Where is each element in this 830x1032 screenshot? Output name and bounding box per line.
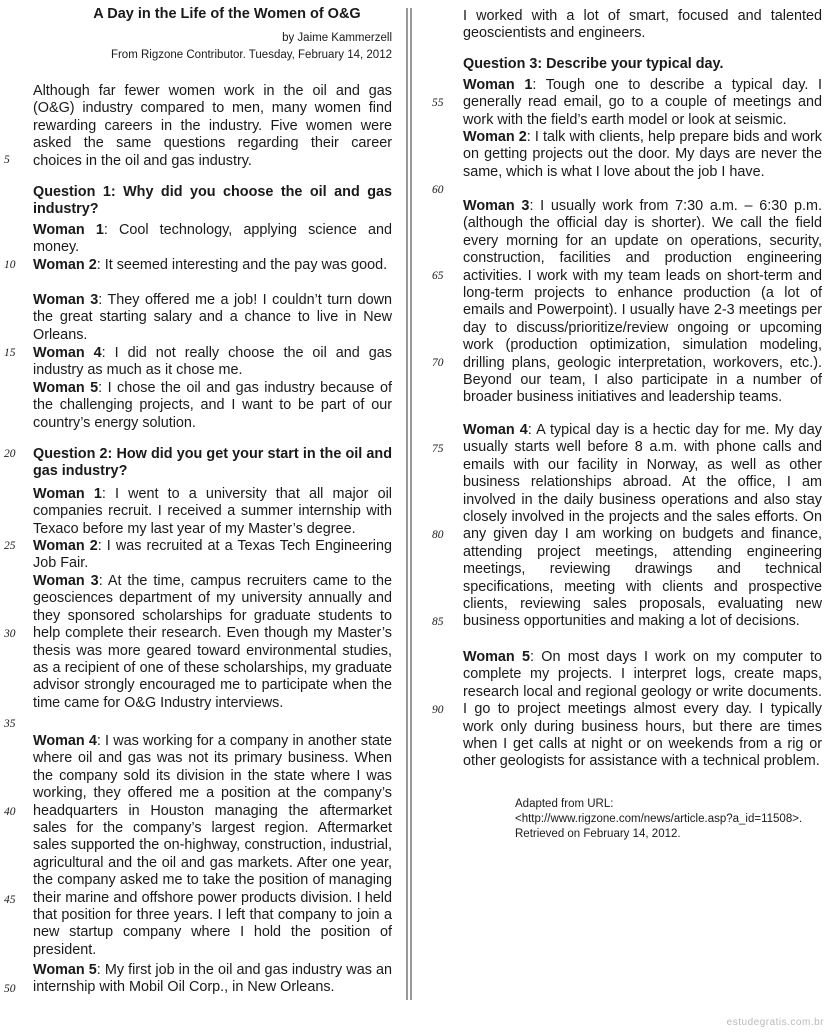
speaker-label: Woman 2 [463, 129, 527, 145]
article-title: A Day in the Life of the Women of O&G [93, 6, 361, 22]
speaker-label: Woman 1 [33, 222, 104, 238]
q1-answer-woman-3 [33, 292, 392, 344]
watermark: estudegratis.com.br [726, 1017, 824, 1028]
answer-text: : At the time, campus recruiters came to the geosciences department of my university annually and they sponsored scholarships for graduate students to help complete their research. Even though my Master’s thesis was more geared toward environmental studies, as a recipient of one of these scholarships, my graduate advisor strongly encouraged me to participate when the time came for O&G Industry interviews. [33, 573, 392, 711]
speaker-label: Woman 5 [33, 380, 99, 396]
line-number: 45 [4, 894, 16, 906]
question-2-heading: Question 2: How did you get your start in the oil and gas industry? [33, 446, 392, 480]
line-number: 10 [4, 259, 16, 271]
q3-answer-woman-1 [463, 77, 822, 129]
line-number: 70 [432, 357, 444, 369]
line-number: 20 [4, 448, 16, 460]
q2-answer-woman-3 [33, 573, 392, 712]
speaker-label: Woman 1 [33, 486, 102, 502]
line-number: 5 [4, 154, 10, 166]
answer-text: : I was recruited at a Texas Tech Engineering Job Fair. [33, 538, 392, 572]
speaker-label: Woman 5 [33, 962, 97, 978]
answer-text: : On most days I work on my computer to complete my projects. I interpret logs, create maps, research local and regional geology or write documents. I go to project meetings almost every day. I typically work only during business hours, but there are times when I get calls at night or on weekends from a rig or other geologists for assistance with a technical problem. [463, 649, 822, 770]
speaker-label: Woman 4 [463, 422, 528, 438]
answer-text: : Cool technology, applying science and money. [33, 222, 392, 256]
line-number: 75 [432, 443, 444, 455]
q3-answer-woman-5 [463, 649, 822, 771]
speaker-label: Woman 1 [463, 77, 533, 93]
speaker-label: Woman 4 [33, 733, 97, 749]
line-number: 25 [4, 540, 16, 552]
answer-text: : I did not really choose the oil and gas industry as much as it chose me. [33, 345, 392, 379]
speaker-label: Woman 4 [33, 345, 102, 361]
answer-text: : My first job in the oil and gas industry was an internship with Mobil Oil Corp., in New Orleans. [33, 962, 392, 996]
answer-text: : I usually work from 7:30 a.m. – 6:30 p.m. (although the official day is shorter). We call the field every morning for an update on operations, security, construction, facilities and production engineering activities. I work with my team leads on short-term and long-term projects to enhance production (a lot of emails and Powerpoint). I usually have 2-3 meetings per day to discuss/prioritize/review ongoing or upcoming work (production optimization, simulation modeling, drilling plans, geologic interpretation, workovers, etc.). Beyond our team, I also participate in a number of broader business initiatives and leadership teams. [463, 198, 822, 406]
answer-text: : I chose the oil and gas industry because of the challenging projects, and I want to be part of our country’s energy solution. [33, 380, 392, 431]
line-number: 60 [432, 184, 444, 196]
answer-text: : A typical day is a hectic day for me. My day usually starts well before 8 a.m. with phone calls and emails with our facility in Norway, as well as other business relationships abroad. At the office, I am involved in the daily business operations and also stay closely involved in the projects and the sales efforts. On any given day I am working on budgets and finance, attending project meetings, attending engineering meetings, reviewing drawings and technical specifications, meeting with clients and prospective clients, reviewing sales proposals, evaluating new business opportunities and making a lot of decisions. [463, 422, 822, 630]
line-number: 30 [4, 628, 16, 640]
speaker-label: Woman 2 [33, 538, 98, 554]
byline-author: by Jaime Kammerzell [282, 32, 392, 44]
line-number: 65 [432, 270, 444, 282]
speaker-label: Woman 3 [463, 198, 530, 214]
line-number: 40 [4, 806, 16, 818]
line-number: 90 [432, 704, 444, 716]
answer-text: : It seemed interesting and the pay was good. [96, 257, 388, 273]
q3-answer-woman-2 [463, 129, 822, 181]
q2-answer-woman-4 [33, 733, 392, 959]
byline-source: From Rigzone Contributor. Tuesday, February 14, 2012 [110, 49, 392, 61]
q2-answer-woman-5-continuation: I worked with a lot of smart, focused and talented geoscientists and engineers. [463, 8, 822, 42]
speaker-label: Woman 3 [33, 573, 99, 589]
answer-text: : I talk with clients, help prepare bids and work on getting projects out the door. My days are never the same, which is what I love about the job I have. [463, 129, 822, 180]
answer-text: : I was working for a company in another state where oil and gas was not its primary business. When the company sold its division in the state where I was working, they offered me a position at the company’s headquarters in Houston managing the aftermarket sales for the company’s largest region. Aftermarket sales supported the on-highway, construction, industrial, agricultural and the oil and gas markets. After one year, the company asked me to take the position of managing their marine and offshore power products division. I held that position for three years. I left that company to join a new startup company where I hold the position of president. [33, 733, 392, 958]
q2-answer-woman-5 [33, 962, 392, 997]
answer-text: : They offered me a job! I couldn’t turn down the great starting salary and a chance to live in New Orleans. [33, 292, 392, 343]
line-number: 55 [432, 97, 444, 109]
speaker-label: Woman 5 [463, 649, 530, 665]
question-1-heading: Question 1: Why did you choose the oil and gas industry? [33, 184, 392, 218]
question-3-heading: Question 3: Describe your typical day. [463, 56, 724, 72]
q1-answer-woman-5 [33, 380, 392, 432]
speaker-label: Woman 3 [33, 292, 99, 308]
line-number: 50 [4, 983, 16, 995]
q1-answer-woman-1 [33, 222, 392, 257]
q3-answer-woman-3 [463, 198, 822, 407]
q2-answer-woman-1 [33, 486, 392, 538]
line-number: 85 [432, 616, 444, 628]
source-note: Adapted from URL: <http://www.rigzone.com/news/article.asp?a_id=11508>. Retrieved on February 14, 2012. [515, 798, 803, 840]
line-number: 80 [432, 529, 444, 541]
line-number: 35 [4, 718, 16, 730]
answer-text: : Tough one to describe a typical day. I generally read email, go to a couple of meetings and work with the field’s earth model or look at seismic. [463, 77, 822, 128]
line-number: 15 [4, 347, 16, 359]
q1-answer-woman-2 [33, 257, 392, 274]
speaker-label: Woman 2 [33, 257, 97, 273]
intro-paragraph: Although far fewer women work in the oil and gas (O&G) industry compared to men, many women find rewarding careers in the industry. Five women were asked the same questions regarding their career choices in the oil and gas industry. [33, 83, 392, 169]
column-divider [410, 8, 412, 1000]
column-divider [406, 8, 408, 1000]
answer-text: : I went to a university that all major oil companies recruit. I received a summer internship with Texaco before my last year of my Master’s degree. [33, 486, 392, 537]
q3-answer-woman-4 [463, 422, 822, 631]
q2-answer-woman-2 [33, 538, 392, 573]
q1-answer-woman-4 [33, 345, 392, 380]
